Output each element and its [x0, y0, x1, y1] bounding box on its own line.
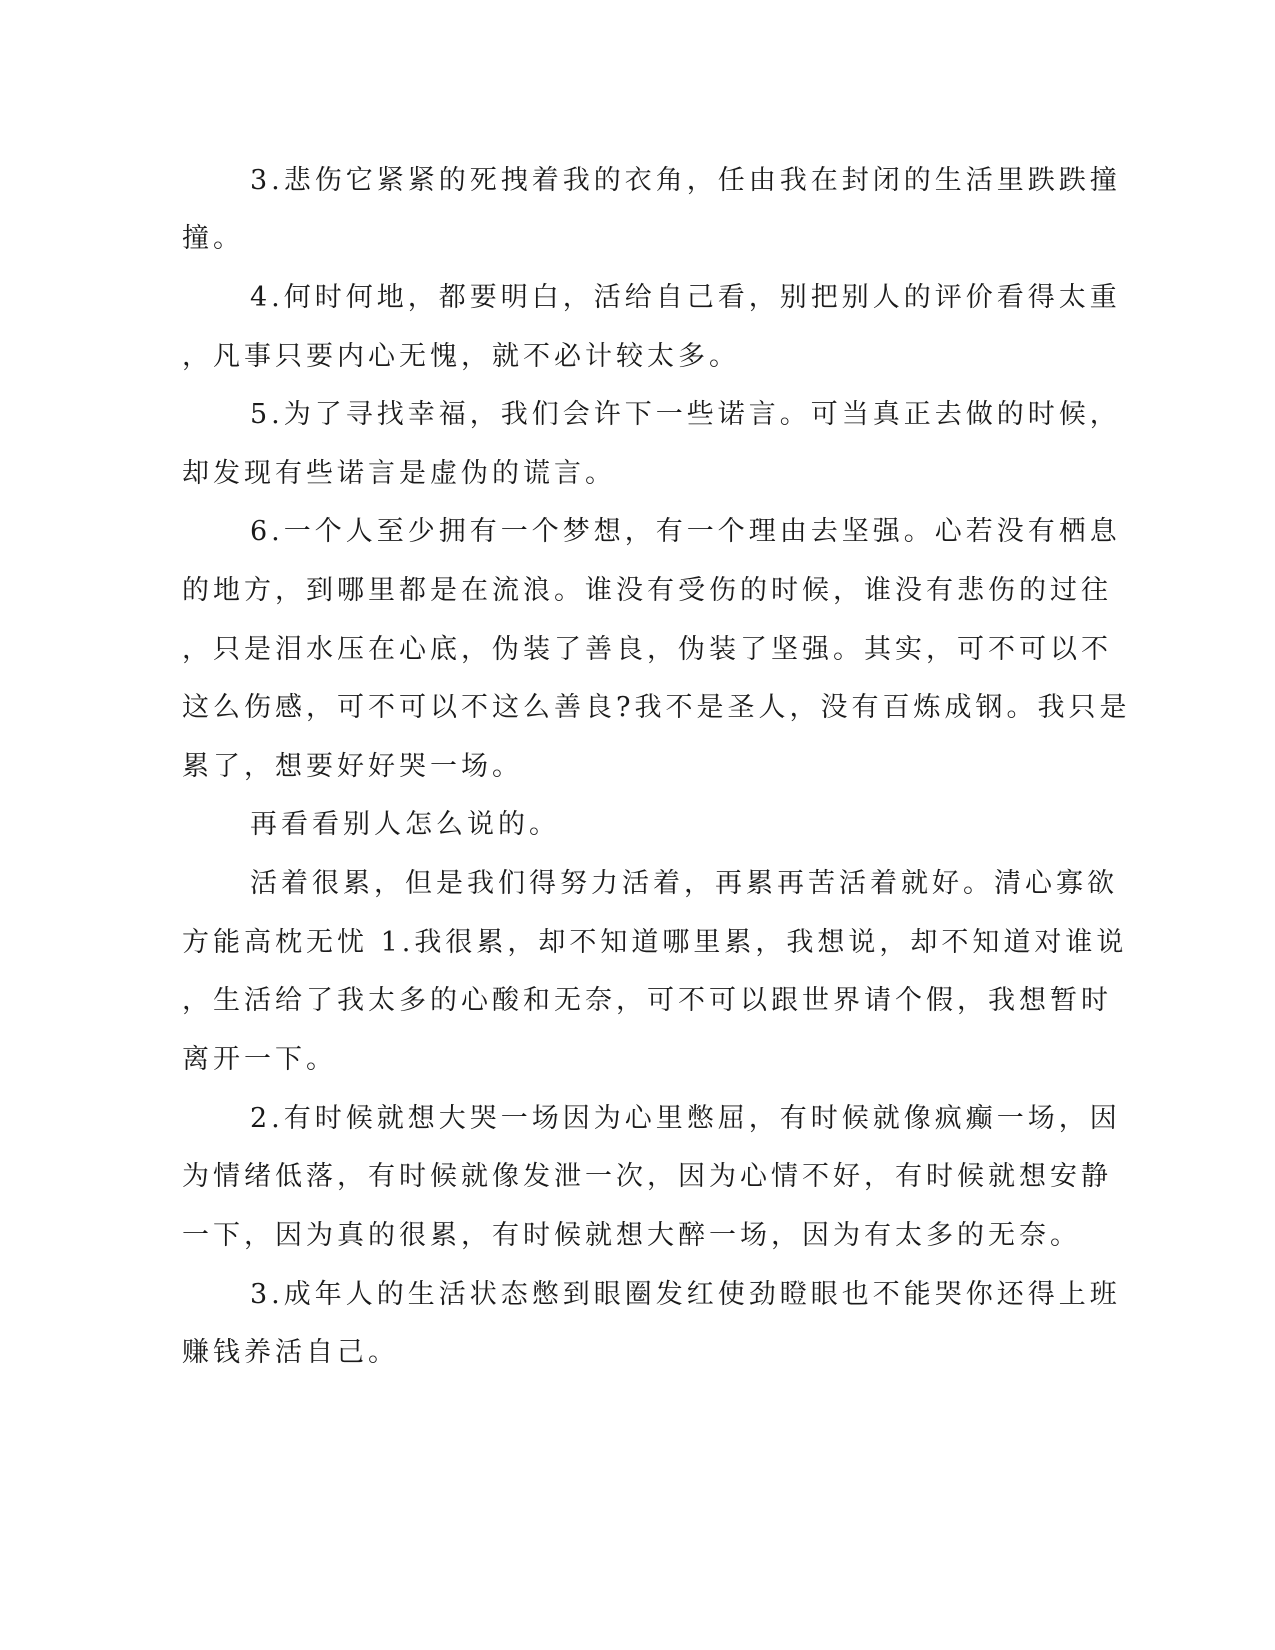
text-line: 3.成年人的生活状态憋到眼圈发红使劲瞪眼也不能哭你还得上班 [250, 1279, 1121, 1310]
text-line: 一下，因为真的很累，有时候就想大醉一场，因为有太多的无奈。 [182, 1220, 1081, 1251]
text-line: 方能高枕无忧 1.我很累，却不知道哪里累，我想说，却不知道对谁说 [182, 927, 1128, 958]
text-line: 为情绪低落，有时候就像发泄一次，因为心情不好，有时候就想安静 [182, 1161, 1112, 1192]
text-line: 这么伤感，可不可以不这么善良?我不是圣人，没有百炼成钢。我只是 [182, 692, 1131, 723]
text-line: 却发现有些诺言是虚伪的谎言。 [182, 458, 616, 489]
text-line: 赚钱养活自己。 [182, 1337, 399, 1368]
text-line: 5.为了寻找幸福，我们会许下一些诺言。可当真正去做的时候， [250, 399, 1121, 430]
text-line: 的地方，到哪里都是在流浪。谁没有受伤的时候，谁没有悲伤的过往 [182, 575, 1112, 606]
text-line: 3.悲伤它紧紧的死拽着我的衣角，任由我在封闭的生活里跌跌撞 [250, 165, 1121, 196]
text-line: ，凡事只要内心无愧，就不必计较太多。 [182, 341, 740, 372]
text-line: ，只是泪水压在心底，伪装了善良，伪装了坚强。其实，可不可以不 [182, 634, 1112, 665]
text-line: 4.何时何地，都要明白，活给自己看，别把别人的评价看得太重 [250, 282, 1121, 313]
text-line: 累了，想要好好哭一场。 [182, 751, 523, 782]
text-line: ，生活给了我太多的心酸和无奈，可不可以跟世界请个假，我想暂时 [182, 985, 1112, 1016]
text-line: 6.一个人至少拥有一个梦想，有一个理由去坚强。心若没有栖息 [250, 516, 1121, 547]
text-line: 离开一下。 [182, 1044, 337, 1075]
text-line: 活着很累，但是我们得努力活着，再累再苦活着就好。清心寡欲 [250, 868, 1118, 899]
text-line: 撞。 [182, 223, 244, 254]
text-line: 再看看别人怎么说的。 [250, 809, 560, 840]
text-line: 2.有时候就想大哭一场因为心里憋屈，有时候就像疯癫一场，因 [250, 1103, 1121, 1134]
